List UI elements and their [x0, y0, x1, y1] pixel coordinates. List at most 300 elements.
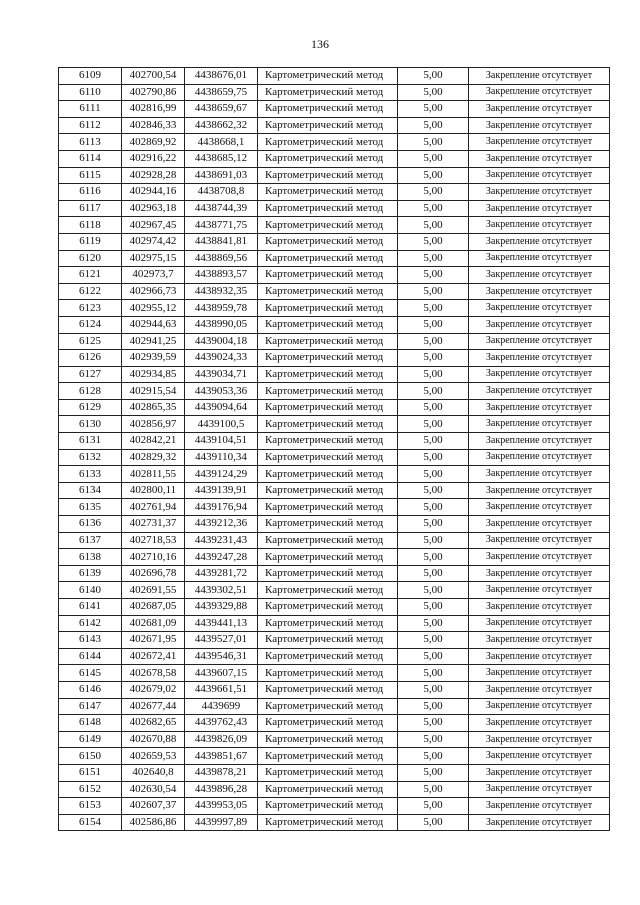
table-row — [59, 117, 610, 134]
y-coordinate-cell: 4439661,51 — [185, 681, 258, 698]
y-coordinate-cell: 4439024,33 — [185, 350, 258, 367]
precision-cell: 5,00 — [398, 167, 469, 184]
point-number-cell: 6125 — [59, 333, 122, 350]
x-coordinate-cell: 402955,12 — [122, 300, 185, 317]
x-coordinate-cell: 402800,11 — [122, 482, 185, 499]
x-coordinate-cell: 402682,65 — [122, 715, 185, 732]
fixation-cell: Закрепление отсутствует — [469, 698, 610, 715]
method-cell: Картометрический метод — [258, 698, 398, 715]
y-coordinate-cell: 4439212,36 — [185, 516, 258, 533]
precision-cell: 5,00 — [398, 316, 469, 333]
x-coordinate-cell: 402687,05 — [122, 599, 185, 616]
point-number-cell: 6116 — [59, 184, 122, 201]
y-coordinate-cell: 4439546,31 — [185, 648, 258, 665]
point-number-cell: 6152 — [59, 781, 122, 798]
method-cell: Картометрический метод — [258, 200, 398, 217]
fixation-cell: Закрепление отсутствует — [469, 665, 610, 682]
precision-cell: 5,00 — [398, 134, 469, 151]
y-coordinate-cell: 4439281,72 — [185, 565, 258, 582]
x-coordinate-cell: 402659,53 — [122, 748, 185, 765]
x-coordinate-cell: 402811,55 — [122, 466, 185, 483]
y-coordinate-cell: 4439004,18 — [185, 333, 258, 350]
page-number: 136 — [311, 37, 329, 51]
point-number-cell: 6126 — [59, 350, 122, 367]
x-coordinate-cell: 402679,02 — [122, 681, 185, 698]
x-coordinate-cell: 402718,53 — [122, 532, 185, 549]
x-coordinate-cell: 402916,22 — [122, 150, 185, 167]
point-number-cell: 6150 — [59, 748, 122, 765]
precision-cell: 5,00 — [398, 632, 469, 649]
point-number-cell: 6127 — [59, 366, 122, 383]
point-number-cell: 6124 — [59, 316, 122, 333]
precision-cell: 5,00 — [398, 383, 469, 400]
x-coordinate-cell: 402865,35 — [122, 399, 185, 416]
x-coordinate-cell: 402915,54 — [122, 383, 185, 400]
precision-cell: 5,00 — [398, 499, 469, 516]
point-number-cell: 6129 — [59, 399, 122, 416]
fixation-cell: Закрепление отсутствует — [469, 599, 610, 616]
table-row — [59, 184, 610, 201]
x-coordinate-cell: 402869,92 — [122, 134, 185, 151]
point-number-cell: 6151 — [59, 764, 122, 781]
method-cell: Картометрический метод — [258, 748, 398, 765]
fixation-cell: Закрепление отсутствует — [469, 383, 610, 400]
fixation-cell: Закрепление отсутствует — [469, 814, 610, 831]
table-row — [59, 482, 610, 499]
x-coordinate-cell: 402696,78 — [122, 565, 185, 582]
point-number-cell: 6137 — [59, 532, 122, 549]
table-row — [59, 681, 610, 698]
fixation-cell: Закрепление отсутствует — [469, 68, 610, 85]
x-coordinate-cell: 402975,15 — [122, 250, 185, 267]
point-number-cell: 6135 — [59, 499, 122, 516]
fixation-cell: Закрепление отсутствует — [469, 184, 610, 201]
precision-cell: 5,00 — [398, 731, 469, 748]
point-number-cell: 6121 — [59, 267, 122, 284]
method-cell: Картометрический метод — [258, 665, 398, 682]
y-coordinate-cell: 4438771,75 — [185, 217, 258, 234]
table-row — [59, 731, 610, 748]
point-number-cell: 6136 — [59, 516, 122, 533]
fixation-cell: Закрепление отсутствует — [469, 399, 610, 416]
precision-cell: 5,00 — [398, 516, 469, 533]
precision-cell: 5,00 — [398, 350, 469, 367]
fixation-cell: Закрепление отсутствует — [469, 715, 610, 732]
table-row — [59, 399, 610, 416]
fixation-cell: Закрепление отсутствует — [469, 516, 610, 533]
method-cell: Картометрический метод — [258, 532, 398, 549]
point-number-cell: 6130 — [59, 416, 122, 433]
point-number-cell: 6114 — [59, 150, 122, 167]
method-cell: Картометрический метод — [258, 449, 398, 466]
fixation-cell: Закрепление отсутствует — [469, 449, 610, 466]
precision-cell: 5,00 — [398, 101, 469, 118]
fixation-cell: Закрепление отсутствует — [469, 632, 610, 649]
fixation-cell: Закрепление отсутствует — [469, 433, 610, 450]
precision-cell: 5,00 — [398, 798, 469, 815]
method-cell: Картометрический метод — [258, 499, 398, 516]
fixation-cell: Закрепление отсутствует — [469, 731, 610, 748]
method-cell: Картометрический метод — [258, 615, 398, 632]
table-row — [59, 217, 610, 234]
point-number-cell: 6109 — [59, 68, 122, 85]
y-coordinate-cell: 4438959,78 — [185, 300, 258, 317]
precision-cell: 5,00 — [398, 648, 469, 665]
point-number-cell: 6123 — [59, 300, 122, 317]
method-cell: Картометрический метод — [258, 549, 398, 566]
y-coordinate-cell: 4439053,36 — [185, 383, 258, 400]
y-coordinate-cell: 4439247,28 — [185, 549, 258, 566]
method-cell: Картометрический метод — [258, 632, 398, 649]
table-row — [59, 350, 610, 367]
table-row — [59, 101, 610, 118]
x-coordinate-cell: 402856,97 — [122, 416, 185, 433]
fixation-cell: Закрепление отсутствует — [469, 150, 610, 167]
precision-cell: 5,00 — [398, 366, 469, 383]
table-row — [59, 814, 610, 831]
method-cell: Картометрический метод — [258, 599, 398, 616]
method-cell: Картометрический метод — [258, 516, 398, 533]
y-coordinate-cell: 4438668,1 — [185, 134, 258, 151]
y-coordinate-cell: 4438659,75 — [185, 84, 258, 101]
y-coordinate-cell: 4439329,88 — [185, 599, 258, 616]
method-cell: Картометрический метод — [258, 366, 398, 383]
y-coordinate-cell: 4439231,43 — [185, 532, 258, 549]
precision-cell: 5,00 — [398, 698, 469, 715]
precision-cell: 5,00 — [398, 532, 469, 549]
fixation-cell: Закрепление отсутствует — [469, 798, 610, 815]
table-row — [59, 333, 610, 350]
table-row — [59, 283, 610, 300]
y-coordinate-cell: 4438685,12 — [185, 150, 258, 167]
y-coordinate-cell: 4439110,34 — [185, 449, 258, 466]
y-coordinate-cell: 4439699 — [185, 698, 258, 715]
method-cell: Картометрический метод — [258, 466, 398, 483]
precision-cell: 5,00 — [398, 681, 469, 698]
x-coordinate-cell: 402944,63 — [122, 316, 185, 333]
precision-cell: 5,00 — [398, 150, 469, 167]
precision-cell: 5,00 — [398, 416, 469, 433]
method-cell: Картометрический метод — [258, 798, 398, 815]
method-cell: Картометрический метод — [258, 383, 398, 400]
x-coordinate-cell: 402934,85 — [122, 366, 185, 383]
table-row — [59, 764, 610, 781]
method-cell: Картометрический метод — [258, 84, 398, 101]
y-coordinate-cell: 4439896,28 — [185, 781, 258, 798]
y-coordinate-cell: 4439094,64 — [185, 399, 258, 416]
method-cell: Картометрический метод — [258, 117, 398, 134]
point-number-cell: 6149 — [59, 731, 122, 748]
table-row — [59, 582, 610, 599]
precision-cell: 5,00 — [398, 399, 469, 416]
fixation-cell: Закрепление отсутствует — [469, 781, 610, 798]
point-number-cell: 6154 — [59, 814, 122, 831]
fixation-cell: Закрепление отсутствует — [469, 283, 610, 300]
point-number-cell: 6138 — [59, 549, 122, 566]
method-cell: Картометрический метод — [258, 350, 398, 367]
method-cell: Картометрический метод — [258, 300, 398, 317]
y-coordinate-cell: 4439100,5 — [185, 416, 258, 433]
fixation-cell: Закрепление отсутствует — [469, 565, 610, 582]
fixation-cell: Закрепление отсутствует — [469, 366, 610, 383]
precision-cell: 5,00 — [398, 250, 469, 267]
y-coordinate-cell: 4439441,13 — [185, 615, 258, 632]
x-coordinate-cell: 402700,54 — [122, 68, 185, 85]
fixation-cell: Закрепление отсутствует — [469, 615, 610, 632]
method-cell: Картометрический метод — [258, 233, 398, 250]
fixation-cell: Закрепление отсутствует — [469, 233, 610, 250]
method-cell: Картометрический метод — [258, 781, 398, 798]
table-row — [59, 615, 610, 632]
table-row — [59, 366, 610, 383]
point-number-cell: 6140 — [59, 582, 122, 599]
method-cell: Картометрический метод — [258, 764, 398, 781]
x-coordinate-cell: 402790,86 — [122, 84, 185, 101]
fixation-cell: Закрепление отсутствует — [469, 117, 610, 134]
coordinates-table-body — [59, 68, 610, 831]
precision-cell: 5,00 — [398, 300, 469, 317]
precision-cell: 5,00 — [398, 715, 469, 732]
fixation-cell: Закрепление отсутствует — [469, 549, 610, 566]
y-coordinate-cell: 4438841,81 — [185, 233, 258, 250]
precision-cell: 5,00 — [398, 217, 469, 234]
table-row — [59, 150, 610, 167]
precision-cell: 5,00 — [398, 549, 469, 566]
precision-cell: 5,00 — [398, 283, 469, 300]
fixation-cell: Закрепление отсутствует — [469, 167, 610, 184]
precision-cell: 5,00 — [398, 449, 469, 466]
point-number-cell: 6120 — [59, 250, 122, 267]
table-row — [59, 715, 610, 732]
table-row — [59, 84, 610, 101]
point-number-cell: 6148 — [59, 715, 122, 732]
point-number-cell: 6112 — [59, 117, 122, 134]
x-coordinate-cell: 402670,88 — [122, 731, 185, 748]
precision-cell: 5,00 — [398, 781, 469, 798]
y-coordinate-cell: 4438662,32 — [185, 117, 258, 134]
fixation-cell: Закрепление отсутствует — [469, 316, 610, 333]
fixation-cell: Закрепление отсутствует — [469, 333, 610, 350]
point-number-cell: 6117 — [59, 200, 122, 217]
x-coordinate-cell: 402928,28 — [122, 167, 185, 184]
table-row — [59, 167, 610, 184]
method-cell: Картометрический метод — [258, 582, 398, 599]
method-cell: Картометрический метод — [258, 267, 398, 284]
precision-cell: 5,00 — [398, 267, 469, 284]
x-coordinate-cell: 402944,16 — [122, 184, 185, 201]
precision-cell: 5,00 — [398, 482, 469, 499]
method-cell: Картометрический метод — [258, 101, 398, 118]
x-coordinate-cell: 402939,59 — [122, 350, 185, 367]
y-coordinate-cell: 4439139,91 — [185, 482, 258, 499]
precision-cell: 5,00 — [398, 184, 469, 201]
x-coordinate-cell: 402941,25 — [122, 333, 185, 350]
fixation-cell: Закрепление отсутствует — [469, 582, 610, 599]
table-row — [59, 781, 610, 798]
precision-cell: 5,00 — [398, 466, 469, 483]
table-row — [59, 383, 610, 400]
table-row — [59, 250, 610, 267]
table-row — [59, 665, 610, 682]
point-number-cell: 6146 — [59, 681, 122, 698]
y-coordinate-cell: 4439034,71 — [185, 366, 258, 383]
method-cell: Картометрический метод — [258, 681, 398, 698]
method-cell: Картометрический метод — [258, 184, 398, 201]
method-cell: Картометрический метод — [258, 250, 398, 267]
x-coordinate-cell: 402691,55 — [122, 582, 185, 599]
point-number-cell: 6122 — [59, 283, 122, 300]
method-cell: Картометрический метод — [258, 648, 398, 665]
precision-cell: 5,00 — [398, 582, 469, 599]
method-cell: Картометрический метод — [258, 316, 398, 333]
fixation-cell: Закрепление отсутствует — [469, 482, 610, 499]
precision-cell: 5,00 — [398, 200, 469, 217]
precision-cell: 5,00 — [398, 433, 469, 450]
point-number-cell: 6147 — [59, 698, 122, 715]
y-coordinate-cell: 4439953,05 — [185, 798, 258, 815]
y-coordinate-cell: 4439607,15 — [185, 665, 258, 682]
table-row — [59, 748, 610, 765]
y-coordinate-cell: 4438676,01 — [185, 68, 258, 85]
method-cell: Картометрический метод — [258, 433, 398, 450]
y-coordinate-cell: 4439124,29 — [185, 466, 258, 483]
precision-cell: 5,00 — [398, 599, 469, 616]
fixation-cell: Закрепление отсутствует — [469, 101, 610, 118]
x-coordinate-cell: 402671,95 — [122, 632, 185, 649]
method-cell: Картометрический метод — [258, 167, 398, 184]
point-number-cell: 6142 — [59, 615, 122, 632]
precision-cell: 5,00 — [398, 615, 469, 632]
table-row — [59, 134, 610, 151]
point-number-cell: 6153 — [59, 798, 122, 815]
x-coordinate-cell: 402973,7 — [122, 267, 185, 284]
y-coordinate-cell: 4438691,03 — [185, 167, 258, 184]
y-coordinate-cell: 4439851,67 — [185, 748, 258, 765]
table-row — [59, 433, 610, 450]
x-coordinate-cell: 402829,32 — [122, 449, 185, 466]
point-number-cell: 6115 — [59, 167, 122, 184]
table-row — [59, 416, 610, 433]
y-coordinate-cell: 4438893,57 — [185, 267, 258, 284]
y-coordinate-cell: 4438659,67 — [185, 101, 258, 118]
fixation-cell: Закрепление отсутствует — [469, 648, 610, 665]
x-coordinate-cell: 402710,16 — [122, 549, 185, 566]
fixation-cell: Закрепление отсутствует — [469, 350, 610, 367]
x-coordinate-cell: 402731,37 — [122, 516, 185, 533]
x-coordinate-cell: 402816,99 — [122, 101, 185, 118]
fixation-cell: Закрепление отсутствует — [469, 532, 610, 549]
method-cell: Картометрический метод — [258, 68, 398, 85]
table-row — [59, 68, 610, 85]
table-row — [59, 466, 610, 483]
y-coordinate-cell: 4438932,35 — [185, 283, 258, 300]
fixation-cell: Закрепление отсутствует — [469, 681, 610, 698]
x-coordinate-cell: 402630,54 — [122, 781, 185, 798]
y-coordinate-cell: 4439826,09 — [185, 731, 258, 748]
precision-cell: 5,00 — [398, 565, 469, 582]
y-coordinate-cell: 4439997,89 — [185, 814, 258, 831]
method-cell: Картометрический метод — [258, 416, 398, 433]
table-row — [59, 300, 610, 317]
fixation-cell: Закрепление отсутствует — [469, 300, 610, 317]
y-coordinate-cell: 4438744,39 — [185, 200, 258, 217]
x-coordinate-cell: 402967,45 — [122, 217, 185, 234]
table-row — [59, 532, 610, 549]
x-coordinate-cell: 402672,41 — [122, 648, 185, 665]
precision-cell: 5,00 — [398, 764, 469, 781]
table-row — [59, 798, 610, 815]
fixation-cell: Закрепление отсутствует — [469, 416, 610, 433]
point-number-cell: 6111 — [59, 101, 122, 118]
point-number-cell: 6110 — [59, 84, 122, 101]
method-cell: Картометрический метод — [258, 814, 398, 831]
table-row — [59, 267, 610, 284]
method-cell: Картометрический метод — [258, 217, 398, 234]
x-coordinate-cell: 402678,58 — [122, 665, 185, 682]
table-row — [59, 599, 610, 616]
table-row — [59, 449, 610, 466]
method-cell: Картометрический метод — [258, 283, 398, 300]
fixation-cell: Закрепление отсутствует — [469, 764, 610, 781]
y-coordinate-cell: 4439762,43 — [185, 715, 258, 732]
y-coordinate-cell: 4439104,51 — [185, 433, 258, 450]
point-number-cell: 6144 — [59, 648, 122, 665]
point-number-cell: 6134 — [59, 482, 122, 499]
x-coordinate-cell: 402974,42 — [122, 233, 185, 250]
fixation-cell: Закрепление отсутствует — [469, 200, 610, 217]
point-number-cell: 6131 — [59, 433, 122, 450]
table-row — [59, 516, 610, 533]
fixation-cell: Закрепление отсутствует — [469, 250, 610, 267]
table-row — [59, 316, 610, 333]
point-number-cell: 6119 — [59, 233, 122, 250]
precision-cell: 5,00 — [398, 117, 469, 134]
precision-cell: 5,00 — [398, 233, 469, 250]
fixation-cell: Закрепление отсутствует — [469, 267, 610, 284]
y-coordinate-cell: 4438990,05 — [185, 316, 258, 333]
method-cell: Картометрический метод — [258, 134, 398, 151]
method-cell: Картометрический метод — [258, 565, 398, 582]
precision-cell: 5,00 — [398, 333, 469, 350]
x-coordinate-cell: 402677,44 — [122, 698, 185, 715]
point-number-cell: 6143 — [59, 632, 122, 649]
precision-cell: 5,00 — [398, 665, 469, 682]
point-number-cell: 6128 — [59, 383, 122, 400]
x-coordinate-cell: 402681,09 — [122, 615, 185, 632]
x-coordinate-cell: 402846,33 — [122, 117, 185, 134]
table-row — [59, 632, 610, 649]
y-coordinate-cell: 4438869,56 — [185, 250, 258, 267]
x-coordinate-cell: 402761,94 — [122, 499, 185, 516]
table-row — [59, 233, 610, 250]
fixation-cell: Закрепление отсутствует — [469, 84, 610, 101]
table-row — [59, 549, 610, 566]
fixation-cell: Закрепление отсутствует — [469, 748, 610, 765]
point-number-cell: 6133 — [59, 466, 122, 483]
point-number-cell: 6118 — [59, 217, 122, 234]
fixation-cell: Закрепление отсутствует — [469, 217, 610, 234]
x-coordinate-cell: 402963,18 — [122, 200, 185, 217]
precision-cell: 5,00 — [398, 84, 469, 101]
table-row — [59, 648, 610, 665]
point-number-cell: 6141 — [59, 599, 122, 616]
fixation-cell: Закрепление отсутствует — [469, 134, 610, 151]
y-coordinate-cell: 4439878,21 — [185, 764, 258, 781]
fixation-cell: Закрепление отсутствует — [469, 499, 610, 516]
y-coordinate-cell: 4439176,94 — [185, 499, 258, 516]
table-row — [59, 565, 610, 582]
fixation-cell: Закрепление отсутствует — [469, 466, 610, 483]
